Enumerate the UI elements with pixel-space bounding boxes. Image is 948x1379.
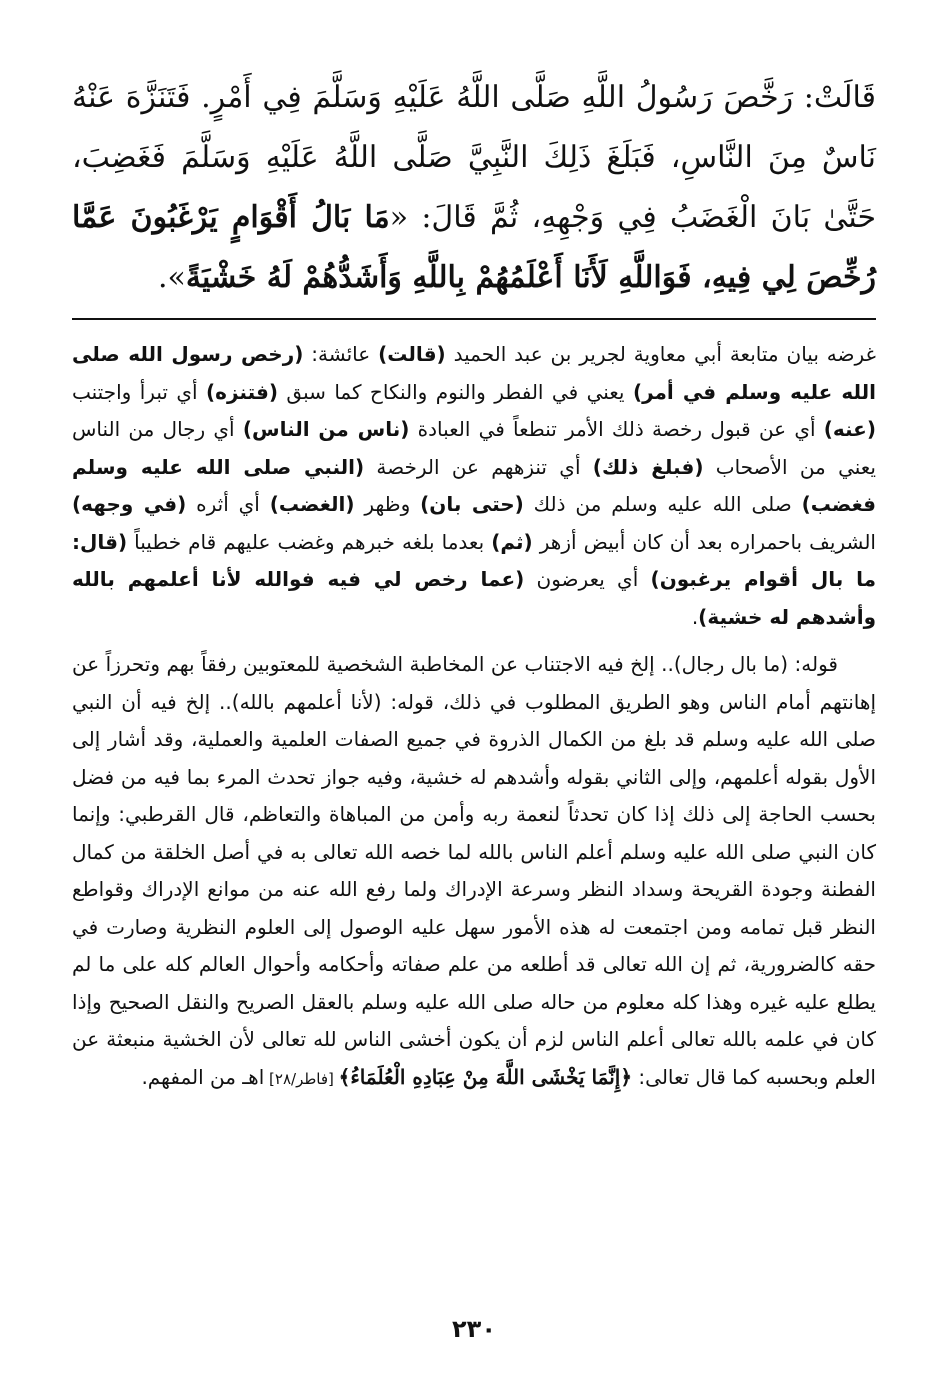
lemma-segment: (ثم) — [491, 529, 533, 554]
explanation-segment: . — [691, 604, 699, 629]
lemma-segment: (ناس من الناس) — [242, 417, 410, 441]
hadith-close: ». — [157, 260, 186, 295]
quran-verse: ﴿إِنَّمَا يَخْشَى اللَّهَ مِنْ عِبَادِهِ الْعُلَمَاءُ﴾ — [338, 1064, 633, 1089]
lemma-segment: (رخص رسول الله صلى الله عليه وسلم في أمر) — [72, 342, 877, 404]
lemma-segment: (فبلغ ذلك) — [592, 454, 704, 479]
lemma-segment: (قالت) — [378, 342, 446, 366]
explanation-segment: أي يعرضون — [524, 567, 651, 591]
explanation-segment: أي تنزههم عن الرخصة — [364, 454, 593, 479]
lemma-segment: (فتنزه) — [206, 379, 278, 404]
hadith-prophet-quote: مَا بَالُ أَقْوَامٍ يَرْغَبُونَ عَمَّا رُخِّصَ لِي فِيهِ، فَوَاللَّهِ لَأَنَا أَعْلَمُهُمْ بِاللَّهِ وَأَشَدُّهُمْ لَهُ خَشْيَةً — [72, 200, 876, 295]
verse-reference: [فاطر/٢٨] — [264, 1069, 339, 1088]
explanation-segment: يعني في الفطر والنوم والنكاح كما سبق — [277, 379, 633, 404]
commentary-source: اهـ من المفهم. — [141, 1064, 265, 1089]
explanation-segment: أي رجال من الناس يعني من الأصحاب — [72, 417, 876, 479]
explanation-segment: عائشة: — [303, 342, 379, 366]
explanation-segment: أي تبرأ واجتنب — [72, 379, 207, 404]
explanation-segment: غرضه بيان متابعة أبي معاوية لجرير بن عبد الحميد — [445, 342, 877, 366]
lemma-segment: (في وجهه) — [72, 492, 187, 516]
lemma-segment: (النبي صلى الله عليه وسلم فغضب) — [72, 454, 876, 516]
commentary — [72, 336, 876, 1098]
explanation-segment: بعدما بلغه خبرهم وغضب عليهم قام خطيباً — [127, 529, 492, 554]
commentary-paragraph-2 — [72, 646, 876, 1098]
lemma-segment: (حتى بان) — [420, 492, 524, 516]
explanation-segment: الشريف باحمراره بعد أن كان أبيض أزهر — [532, 529, 876, 554]
explanation-segment: أي عن قبول رخصة ذلك الأمر تنطعاً في العبادة — [409, 417, 824, 441]
lemma-segment: (قال: ما بال أقوام يرغبون) — [72, 529, 876, 591]
hadith-intro: قَالَتْ: رَخَّصَ رَسُولُ اللَّهِ صَلَّى اللَّهُ عَلَيْهِ وَسَلَّمَ فِي أَمْرٍ. فَتَنَزَّهَ عَنْهُ نَاسٌ مِنَ النَّاسِ، فَبَلَغَ ذَلِكَ النَّبِيَّ صَلَّى اللَّهُ عَلَيْهِ وَسَلَّمَ فَغَضِبَ، حَتَّىٰ بَانَ الْغَضَبُ فِي وَجْهِهِ، ثُمَّ قَالَ: « — [72, 80, 876, 235]
lemma-segment: (الغضب) — [269, 492, 355, 516]
hadith-text — [72, 68, 876, 308]
lemma-segment: (عنه) — [823, 417, 876, 441]
explanation-segment: وظهر — [354, 492, 421, 516]
page-number: ٢٣٠ — [452, 1315, 496, 1343]
footnote-divider — [72, 318, 876, 320]
commentary-text: قوله: (ما بال رجال).. إلخ فيه الاجتناب عن المخاطبة الشخصية للمعتوبين رفقاً بهم وتحرزاً عن إهانتهم أمام الناس وهو الطريق المطلوب في ذلك، قوله: (لأنا أعلمهم بالله).. إلخ فيه أن النبي صلى الله عليه وسلم قد بلغ من الكمال الذروة في جميع الصفات العلمية والعملية، وقد أشار إلى الأول بقوله أعلمهم، وإلى الثاني بقوله وأشدهم له خشية، وفيه جواز تحدث المرء بما فيه من فضل بحسب الحاجة إلى ذلك إذا كان تحدثاً لنعمة ربه وأمن من المباهاة والتعاظم، قال القرطبي: وإنما كان النبي صلى الله عليه وسلم أعلم الناس بالله لما خصه الله تعالى به في أصل الخلقة من كمال الفطنة وجودة القريحة وسداد النظر وسرعة الإدراك ولما رفع الله عنه من موانع الإدراك وقواطع النظر قبل تمامه ومن اجتمعت له هذه الأمور سهل عليه الوصول إلى العلوم النظرية وصارت في حقه كالضرورية، ثم إن الله تعالى قد أطلعه من علم صفاته وأحكامه وأحوال العالم كله على ما لم يطلع عليه غيره وهذا كله معلوم من حاله صلى الله عليه وسلم بالعقل الصريح والنقل الصحيح وإذا كان في علمه بالله تعالى أعلم الناس لزم أن يكون أخشى الناس لله تعالى لأن الخشية منبعثة عن العلم وبحسبه كما قال تعالى: — [72, 652, 876, 1089]
explanation-segment: صلى الله عليه وسلم من ذلك — [523, 492, 802, 516]
commentary-paragraph-1 — [72, 336, 876, 636]
explanation-segment: أي أثره — [186, 492, 270, 516]
lemma-segment: (عما رخص لي فيه فوالله لأنا أعلمهم بالله وأشدهم له خشية) — [72, 567, 876, 629]
